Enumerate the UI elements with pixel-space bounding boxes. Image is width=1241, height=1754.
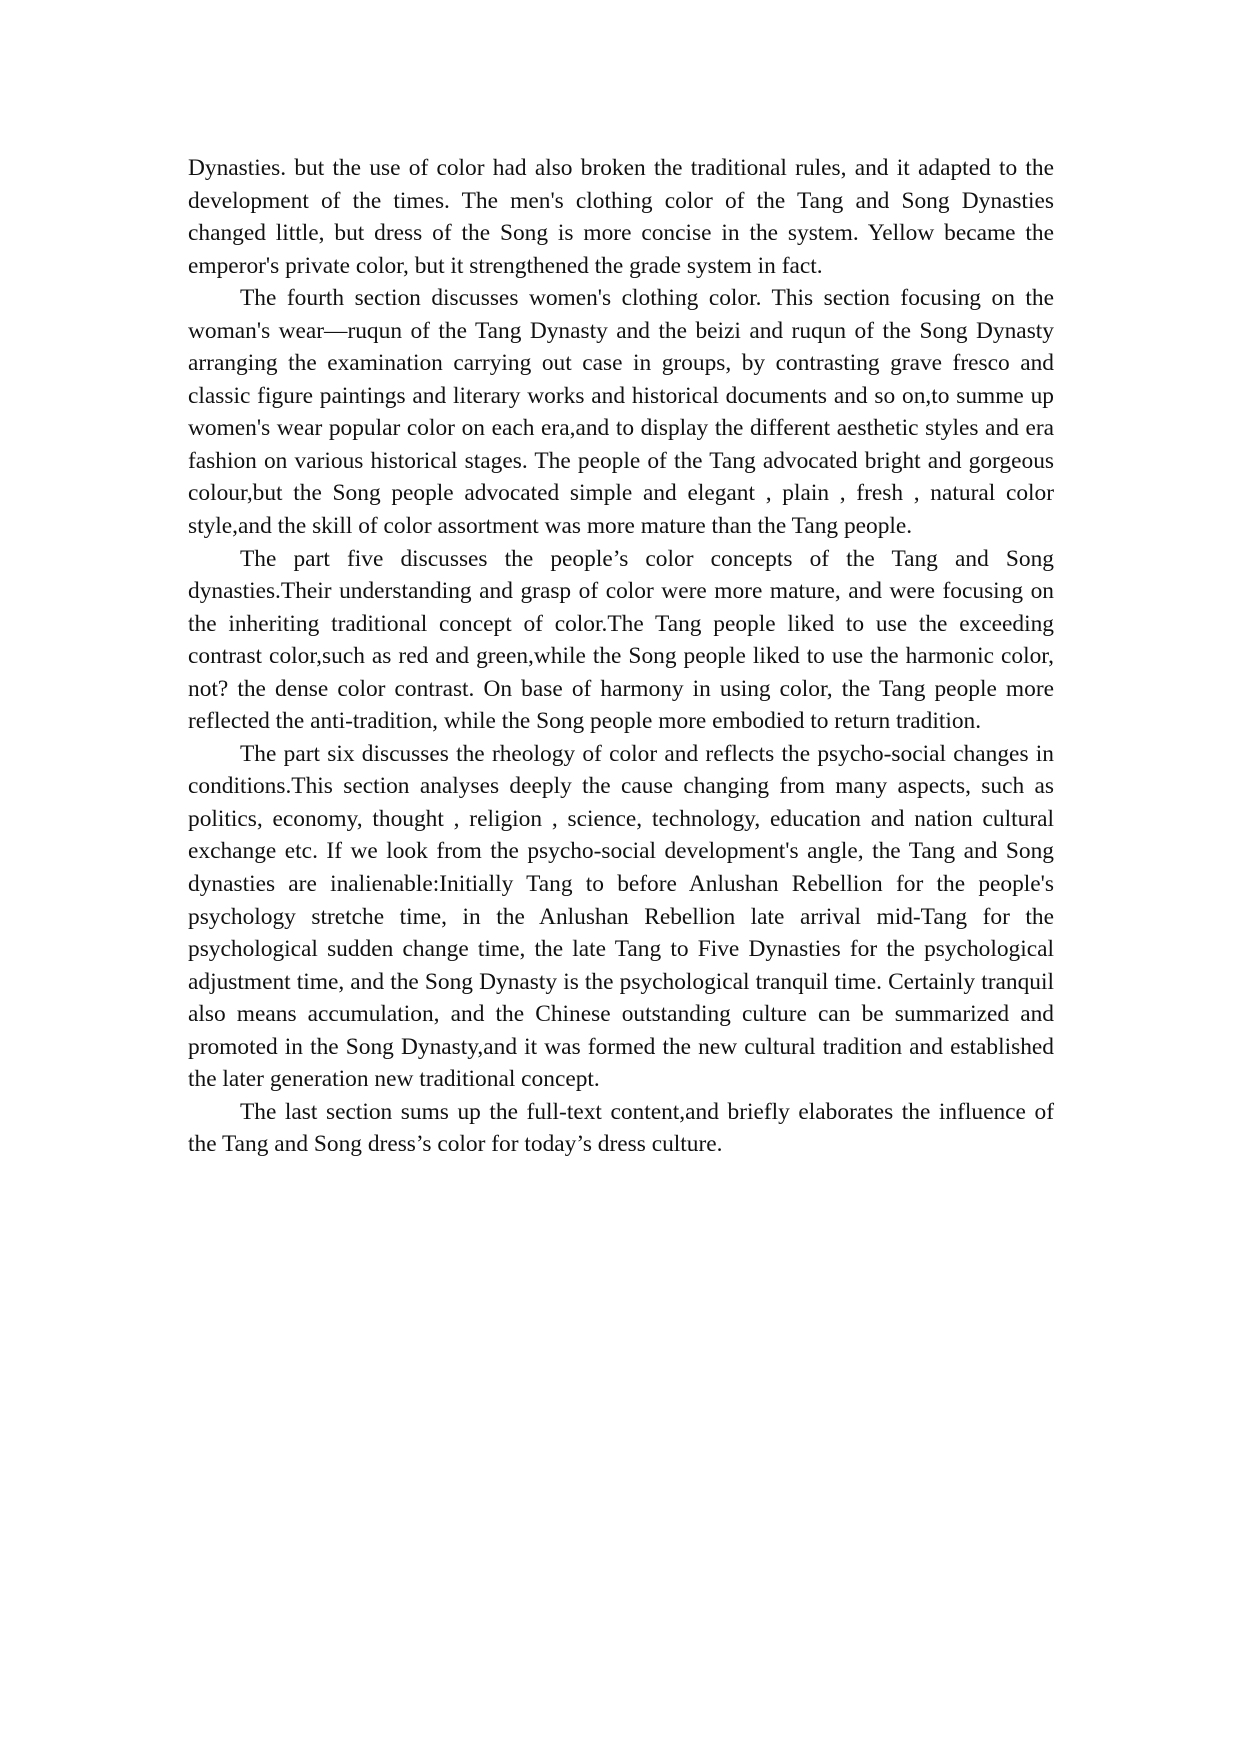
paragraph-5: The last section sums up the full-text content,and briefly elaborates the influence of the Tang and Song dress’s color for today’s dress culture.	[188, 1098, 1054, 1158]
body-text	[188, 152, 1054, 1161]
paragraph-3: The part five discusses the people’s color concepts of the Tang and Song dynasties.Their understanding and grasp of color were more mature, and were focusing on the inheriting traditional concept of color.The Tang people liked to use the exceeding contrast color,such as red and green,while the Song people liked to use the harmonic color, not? the dense color contrast. On base of harmony in using color, the Tang people more reflected the anti-tradition, while the Song people more embodied to return tradition.	[188, 545, 1054, 735]
paragraph-2: The fourth section discusses women's clothing color. This section focusing on the woman's wear—ruqun of the Tang Dynasty and the beizi and ruqun of the Song Dynasty arranging the examination carrying out case in groups, by contrasting grave fresco and classic figure paintings and literary works and historical documents and so on,to summe up women's wear popular color on each era,and to display the different aesthetic styles and era fashion on various historical stages. The people of the Tang advocated bright and gorgeous colour,but the Song people advocated simple and elegant , plain , fresh , natural color style,and the skill of color assortment was more mature than the Tang people.	[188, 285, 1054, 540]
paragraph-1: Dynasties. but the use of color had also broken the traditional rules, and it adapted to the development of the times. The men's clothing color of the Tang and Song Dynasties changed little, but dress of the Song is more concise in the system. Yellow became the emperor's private color, but it strengthened the grade system in fact.	[188, 155, 1054, 279]
paragraph-4: The part six discusses the rheology of color and reflects the psycho-social changes in conditions.This section analyses deeply the cause changing from many aspects, such as politics, economy, thought , religion , science, technology, education and nation cultural exchange etc. If we look from the psycho-social development's angle, the Tang and Song dynasties are inalienable:Initially Tang to before Anlushan Rebellion for the people's psychology stretche time, in the Anlushan Rebellion late arrival mid-Tang for the psychological sudden change time, the late Tang to Five Dynasties for the psychological adjustment time, and the Song Dynasty is the psychological tranquil time. Certainly tranquil also means accumulation, and the Chinese outstanding culture can be summarized and promoted in the Song Dynasty,and it was formed the new cultural tradition and established the later generation new traditional concept.	[188, 740, 1054, 1093]
